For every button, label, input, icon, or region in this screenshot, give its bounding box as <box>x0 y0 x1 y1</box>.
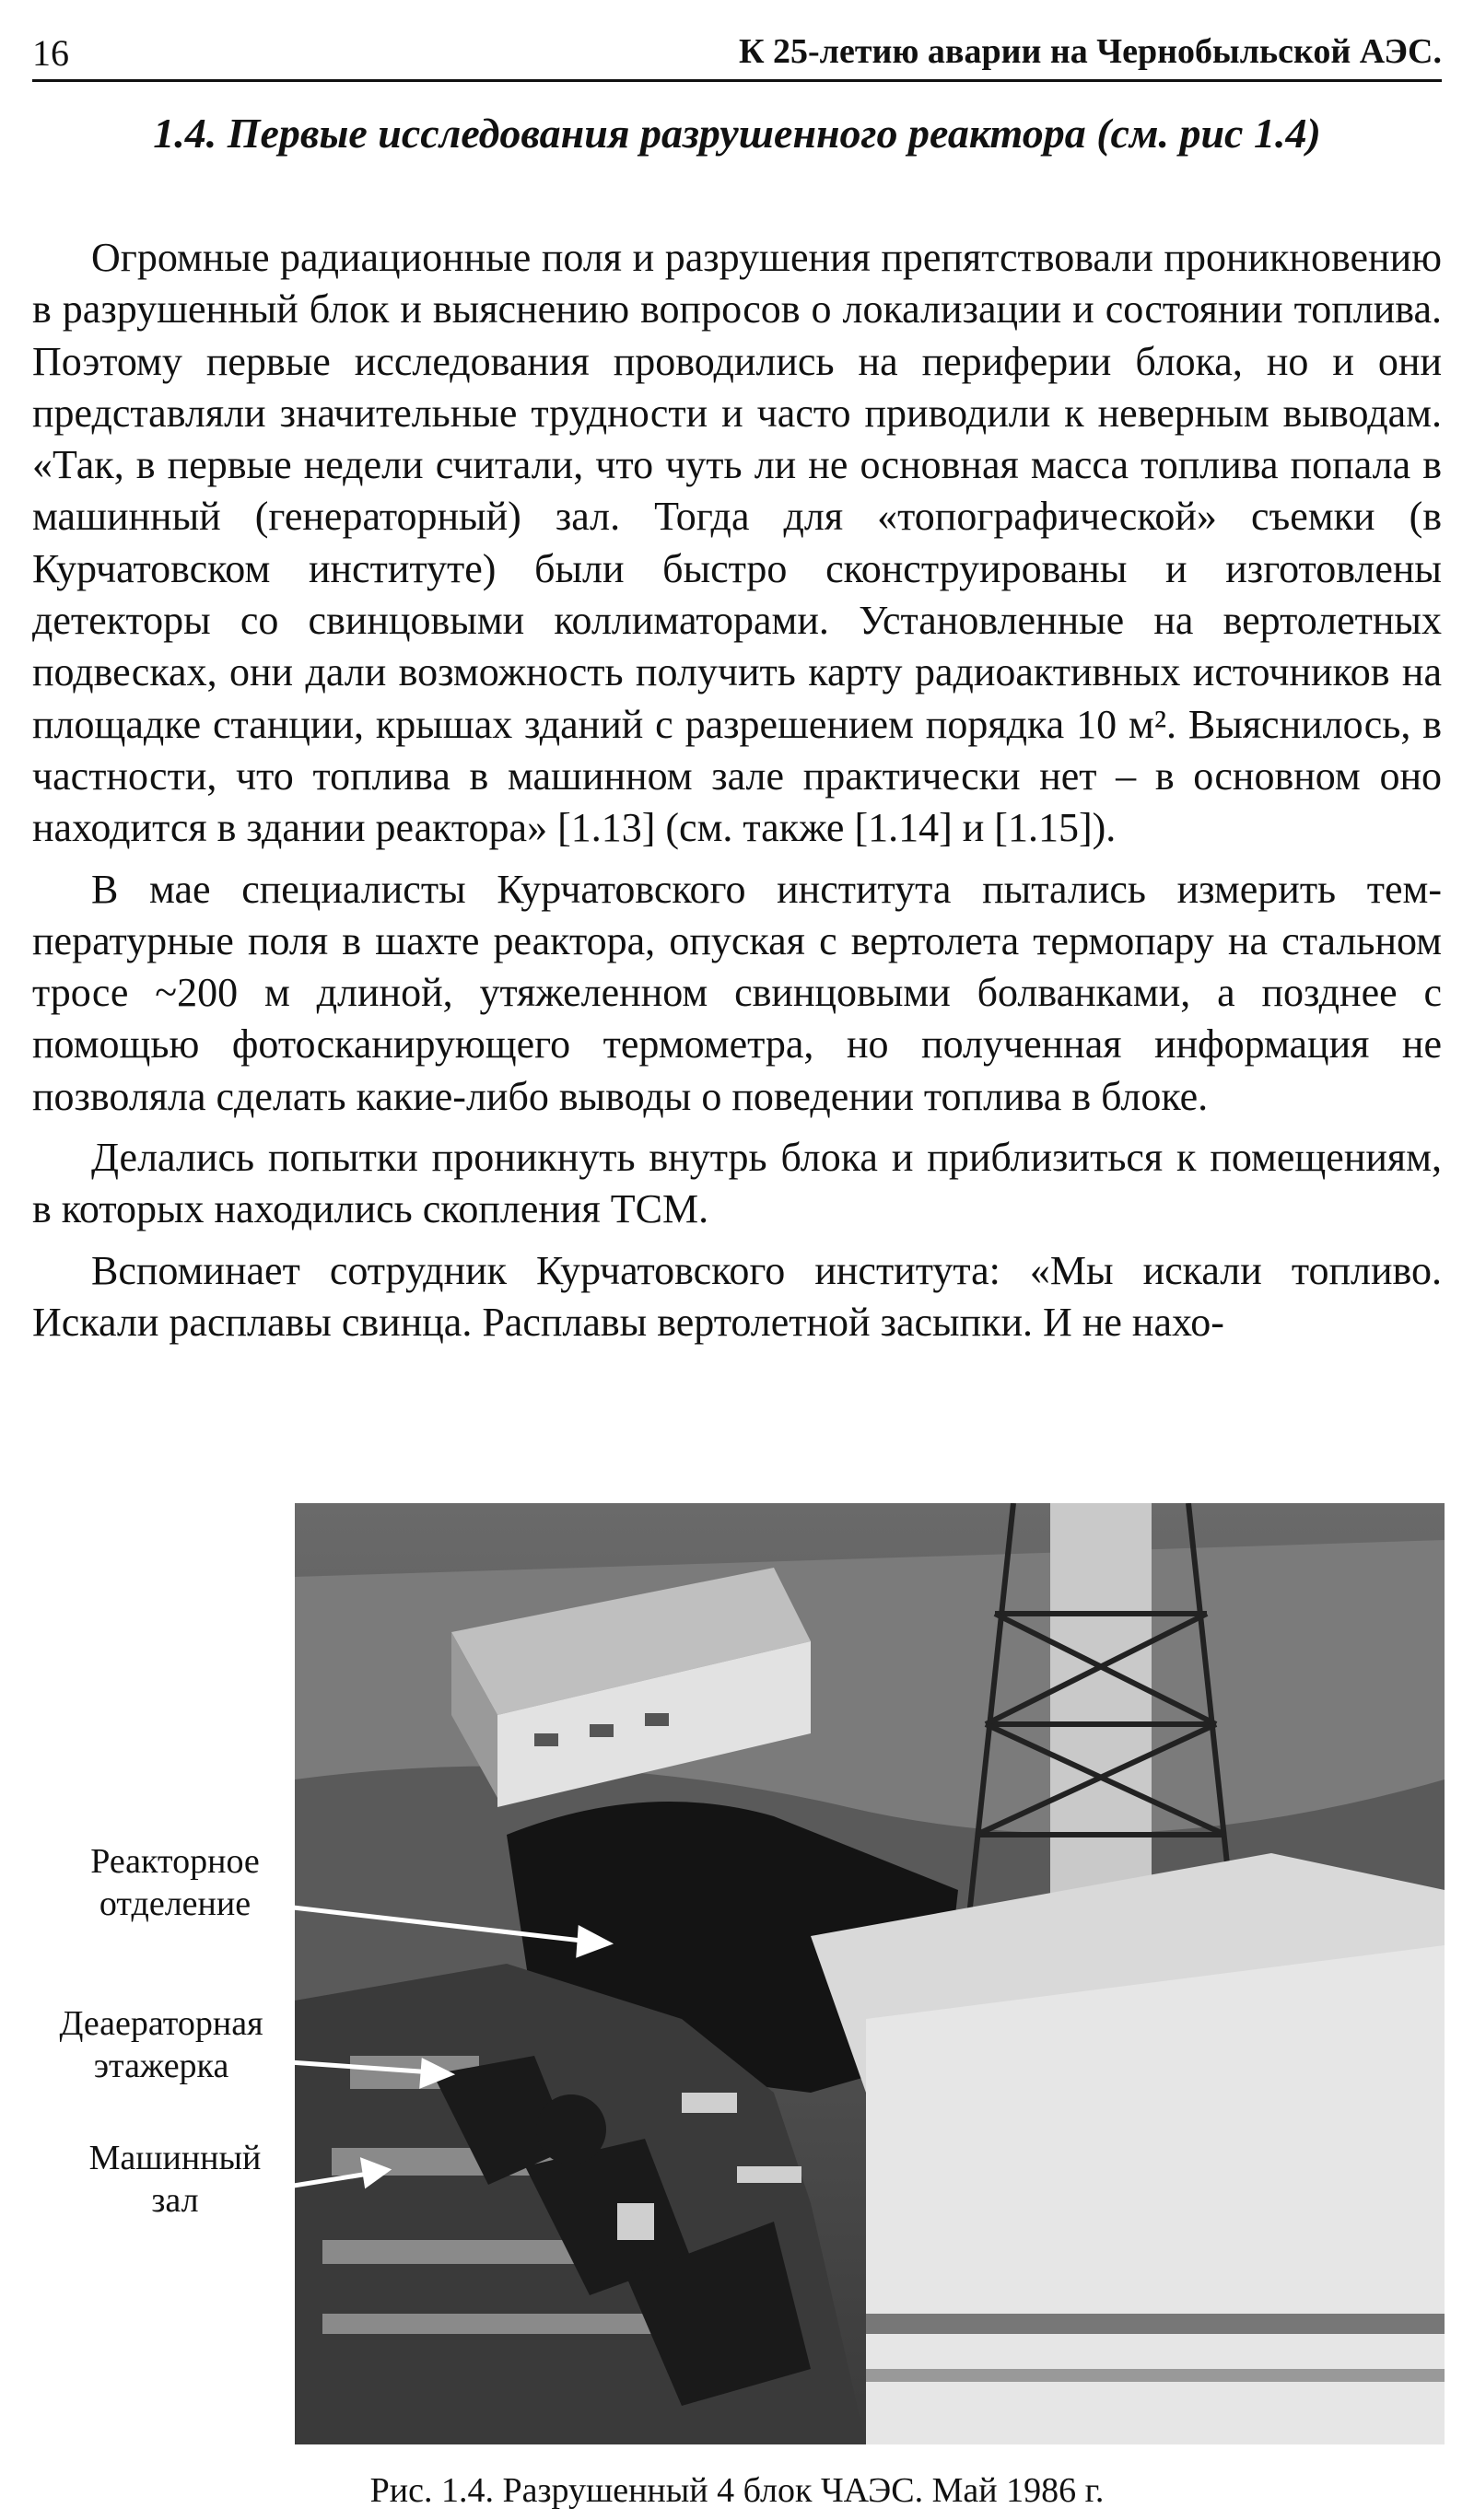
reactor-arrowhead <box>579 1929 608 1954</box>
deaerator-arrow <box>276 2061 433 2072</box>
paragraph: Огромные радиационные поля и разрушения препятствовали проникновению в разрушенный блок и выяснению вопросов о локализации и состоянии топлива. Поэтому первые исследования проводились на периферии блока, но и они представляли значительные трудности и часто приводили к неверным выводам. «Так, в первые недели считали, что чуть ли не основная масса топлива попала в машинный (генераторный) зал. Тогда для «топографической» съемки (в Курчатовском институте) были быстро сконструированы и изготовлены детекторы со свинцовыми коллиматорами. Установленные на вертолетных подвесках, они дали возможность получить карту радиоактивных источников на площадке станции, крышах зданий с разрешением порядка 10 м². Выяснилось, в частности, что топлива в машинном зале практически нет – в основном оно находится в здании реактора» [1.13] (см. также [1.14] и [1.15]). <box>32 235 1442 851</box>
reactor-arrow <box>269 1905 590 1942</box>
deaerator-arrowhead <box>422 2061 450 2085</box>
running-title: К 25-летию аварии на Чернобыльской АЭС. <box>738 32 1442 71</box>
paragraph: Делались попытки проникнуть внутрь блока и приблизиться к помещениям, в которых находились скопления ТСМ. <box>32 1135 1442 1232</box>
label-deaerator-stack: Деаераторная этажерка <box>59 2004 263 2085</box>
section-title: 1.4. Первые исследования разрушенного реактора (см. рис 1.4) <box>153 110 1321 157</box>
paragraph: В мае специалисты Курчатовского института пытались измерить температурные поля в шахте реактора, опуская с вертолета термопару на стальном тросе ~200 м длиной, утяжеленном свинцовыми болванками, а позднее с помощью фотосканирующего термометра, но полученная информация не позволяла сделать какие-либо выводы о поведении топлива в блоке. <box>32 866 1442 1119</box>
page-number: 16 <box>32 32 69 74</box>
paragraph: Вспоминает сотрудник Курчатовского института: «Мы искали топливо. Искали расплавы свинца. Расплавы вертолетной засыпки. И не нахо- <box>32 1247 1442 1345</box>
turbine-arrow <box>276 2174 368 2188</box>
turbine-arrowhead <box>363 2161 387 2185</box>
label-turbine-hall: Машинный зал <box>88 2139 262 2220</box>
figure-caption: Рис. 1.4. Разрушенный 4 блок ЧАЭС. Май 1986 г. <box>369 2471 1105 2510</box>
label-reactor-section: Реакторное отделение <box>90 1842 260 1923</box>
